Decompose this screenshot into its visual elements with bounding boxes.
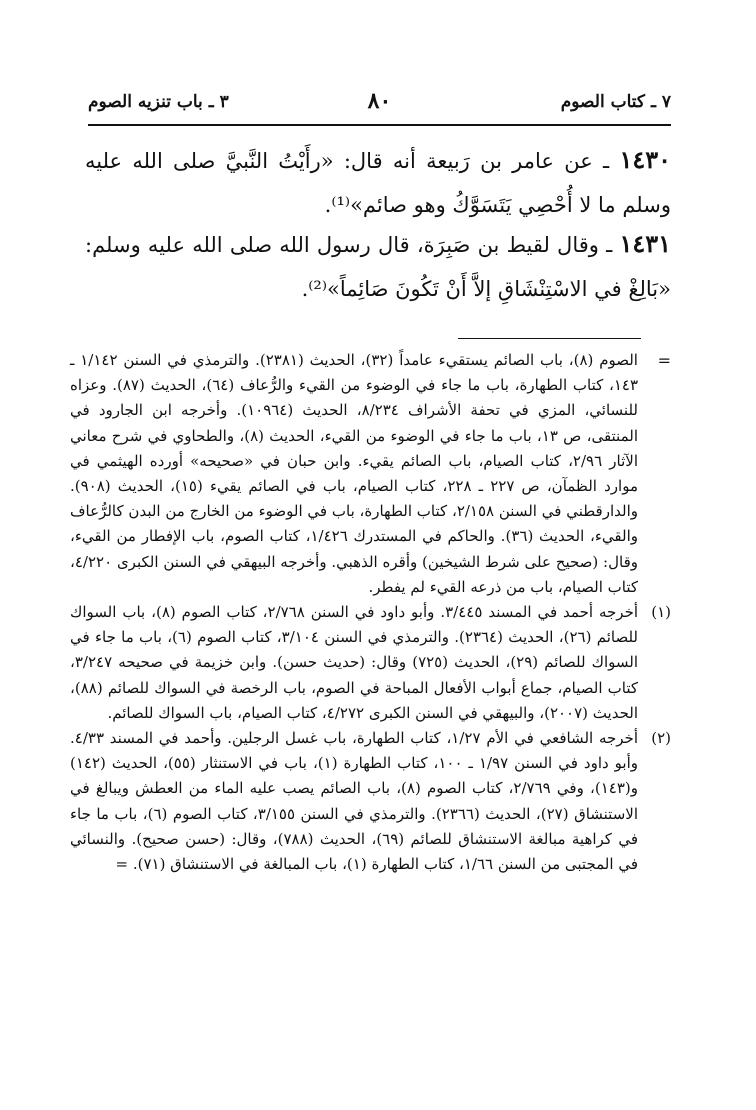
footnote-1 [70,600,671,726]
footnote-2 [70,726,671,877]
header-chapter-title: ٣ ـ باب تنزيه الصوم [88,92,229,112]
continuation-mark: = [115,855,129,874]
footnotes [70,348,671,877]
footnote-mark: (١) [651,603,671,622]
page-number: ٨٠ [367,88,392,114]
running-header [88,88,671,126]
header-book-title: ٧ ـ كتاب الصوم [560,92,671,112]
hadith-text: ـ وقال لقيط بن صَبِرَة، قال رسول الله صلى الله عليه وسلم: «بَالِغْ في الاسْتِنْشَاقِ إلاَّ أَنْ تَكُونَ صَائِماً»⁽²⁾. [85,233,671,301]
footnote-mark: (٢) [651,729,671,748]
footnote-continued [70,348,671,600]
footnote-text: الصوم (٨)، باب الصائم يستقيء عامداً (٣٢)، الحديث (٢٣٨١). والترمذي في السنن ١/١٤٢ ـ ١٤٣، كتاب الطهارة، باب ما جاء في الوضوء من القيء والرُّعاف (٦٤)، الحديث (٨٧). وعزاه للنسائي، المزي في تحفة الأشراف ٨/٢٣٤، الحديث (١٠٩٦٤). وأخرجه ابن الجارود في المنتقى، ص ١٣، باب ما جاء في الوضوء من القيء، الحديث (٨)، والطحاوي في شرح معاني الآثار ٢/٩٦، كتاب الصيام، باب الصائم يقيء. وابن حبان في «صحيحه» أورده الهيثمي في موارد الظمآن، ص ٢٢٧ ـ ٢٢٨، كتاب الصيام، باب في الصائم يقيء (١٥)، الحديث (٩٠٨). والدارقطني في السنن ٢/١٥٨، كتاب الطهارة، باب في الوضوء من الخارج من البدن كالرُّعاف والقيء، الحديث (٣٦). والحاكم في المستدرك ١/٤٢٦، كتاب الصوم، باب الإفطار من القيء، وقال: (صحيح على شرط الشيخين) وأقره الذهبي. وأخرجه البيهقي في السنن الكبرى ٤/٢٢٠، كتاب الصيام، باب من ذرعه القيء لم يفطر. [70,351,639,596]
hadith-1430 [85,138,671,227]
footnote-mark: = [657,351,671,370]
hadith-1431 [85,222,671,311]
footnote-text: أخرجه الشافعي في الأم ١/٢٧، كتاب الطهارة، باب غسل الرجلين. وأحمد في المسند ٤/٣٣. وأبو داود في السنن ١/٩٧ ـ ١٠٠، كتاب الطهارة (١)، باب في الاستنثار (٥٥)، الحديث (١٤٢) و(١٤٣)، وفي ٢/٧٦٩، كتاب الصوم (٨)، باب الصائم يصب عليه الماء من العطش ويبالغ في الاستنشاق (٢٧)، الحديث (٢٣٦٦). والترمذي في السنن ٣/١٥٥، كتاب الصوم (٦)، باب ما جاء في كراهية مبالغة الاستنشاق للصائم (٦٩)، الحديث (٧٨٨)، وقال: (حسن صحيح). والنسائي في المجتبى من السنن ١/٦٦، كتاب الطهارة (١)، باب المبالغة في الاستنشاق (٧١). [70,729,639,874]
hadith-number: ١٤٣١ [619,229,671,258]
footnote-text: أخرجه أحمد في المسند ٣/٤٤٥. وأبو داود في السنن ٢/٧٦٨، كتاب الصوم (٨)، باب السواك للصائم (٢٦)، الحديث (٢٣٦٤). والترمذي في السنن ٣/١٠٤، كتاب الصوم (٦)، باب ما جاء في السواك للصائم (٢٩)، الحديث (٧٢٥) وقال: (حديث حسن). وابن خزيمة في صحيحه ٣/٢٤٧، كتاب الصيام، جماع أبواب الأفعال المباحة في الصوم، باب الرخصة في السواك للصائم (٨٨)، الحديث (٢٠٠٧)، والبيهقي في السنن الكبرى ٤/٢٧٢، كتاب الصيام، باب السواك للصائم. [70,603,639,722]
hadith-text: ـ عن عامر بن رَبيعة أنه قال: «رأَيْتُ النَّبيَّ صلى الله عليه وسلم ما لا أُحْصِي يَتَسَوَّكُ وهو صائم»⁽¹⁾. [85,149,671,217]
hadith-number: ١٤٣٠ [619,145,671,174]
footnote-divider [458,338,641,339]
